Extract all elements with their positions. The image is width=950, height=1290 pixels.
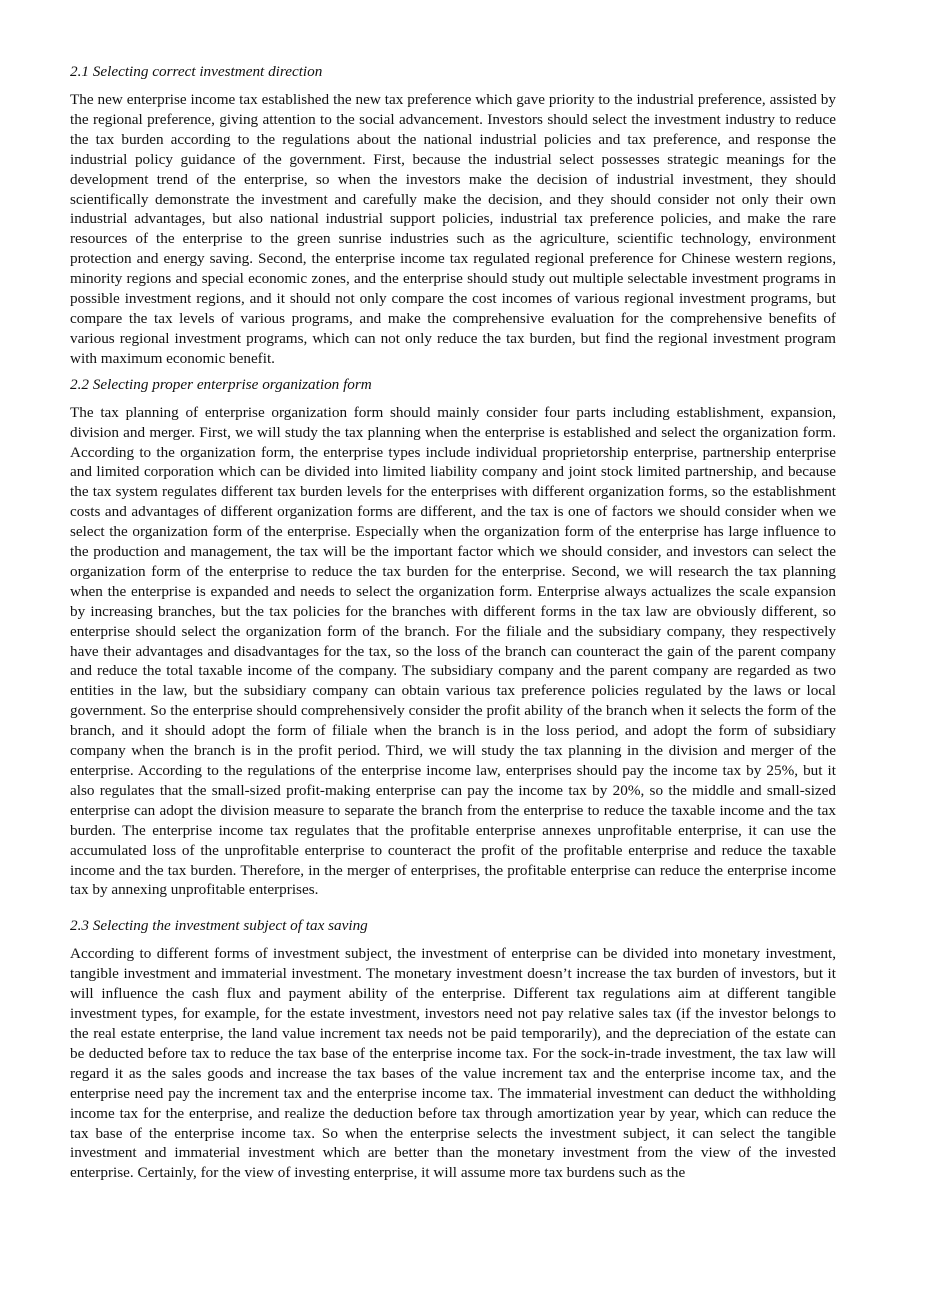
section-heading-2-2: 2.2 Selecting proper enterprise organization form — [70, 375, 372, 393]
section-body-2-1: The new enterprise income tax established the new tax preference which gave priority to the industrial preference, assisted by the regional preference, giving attention to the social advancement. Investors should select the investment industry to reduce the tax burden according to the regulations about the national industrial policies and tax preference, and response the industrial policy guidance of the government. First, because the industrial select possesses strategic meanings for the development trend of the enterprise, so when the investors make the decision of industrial investment, they should scientifically demonstrate the investment and carefully make the decision, and they should consider not only their own industrial advantages, but also national industrial support policies, industrial tax preference policies, and make the rare resources of the enterprise to the green sunrise industries such as the agriculture, scientific technology, environment protection and energy saving. Second, the enterprise income tax regulated regional preference for Chinese western regions, minority regions and special economic zones, and the enterprise should study out multiple selectable investment programs in possible investment regions, and it should not only compare the cost incomes of various regional investment programs, but compare the tax levels of various programs, and make the comprehensive evaluation for the comprehensive benefits of various regional investment programs, which can not only reduce the tax burden, but find the regional investment program with maximum economic benefit. — [70, 91, 836, 367]
document-page — [70, 62, 836, 1189]
section-body-2-2: The tax planning of enterprise organization form should mainly consider four parts including establishment, expansion, division and merger. First, we will study the tax planning when the enterprise is established and select the organization form. According to the organization form, the enterprise types include individual proprietorship enterprise, partnership enterprise and limited corporation which can be divided into limited liability company and joint stock limited partnership, and because the tax system regulates different tax burden levels for the enterprises with different organization forms, so the establishment costs and advantages of different organization forms are different, and the tax is one of factors we should consider when we select the organization form of the enterprise. Especially when the organization form of the enterprise has large influence to the production and management, the tax will be the important factor which we should consider, and investors can select the organization form of the enterprise to reduce the tax burden for the enterprise. Second, we will research the tax planning when the enterprise is expanded and needs to select the organization form. Enterprise always actualizes the scale expansion by increasing branches, but the tax policies for the branches with different forms in the tax law are obviously different, so enterprise should select the organization form of the branch. For the filiale and the subsidiary company, they respectively have their advantages and disadvantages for the tax, so the loss of the branch can counteract the gain of the parent company and reduce the total taxable income of the company. The subsidiary company and the parent company are regarded as two entities in the law, but the subsidiary company can obtain various tax preference policies regulated by the laws or local government. So the enterprise should comprehensively consider the profit ability of the branch when it selects the form of the branch, and it should adopt the form of filiale when the branch is in the loss period, and adopt the form of subsidiary company when the branch is in the profit period. Third, we will study the tax planning in the division and merger of the enterprise. According to the regulations of the enterprise income law, enterprises should pay the income tax by 25%, but it also regulates that the small-sized profit-making enterprise can pay the income tax by 20%, so the middle and small-sized enterprise can adopt the division measure to separate the branch from the enterprise to reduce the taxable income and the tax burden. The enterprise income tax regulates that the profitable enterprise annexes unprofitable enterprise, it can use the accumulated loss of the unprofitable enterprise to counteract the profit of the profitable enterprise and reduce the taxable income and the tax burden. Therefore, in the merger of enterprises, the profitable enterprise can reduce the enterprise income tax by annexing unprofitable enterprises. — [70, 403, 836, 899]
section-heading-2-1: 2.1 Selecting correct investment direction — [70, 63, 323, 80]
section-body-2-3: According to different forms of investment subject, the investment of enterprise can be divided into monetary investment, tangible investment and immaterial investment. The monetary investment doesn’t increase the tax burden of investors, but it will influence the cash flux and payment ability of the enterprise. Different tax regulations aim at different tangible investment types, for example, for the estate investment, investors need not pay relative sales tax (if the investor belongs to the real estate enterprise, the land value increment tax needs not be paid temporarily), and the depreciation of the estate can be deducted before tax to reduce the tax base of the enterprise income tax. For the sock-in-trade investment, the tax law will regard it as the sales goods and increase the tax bases of the value increment tax and the enterprise income tax, and the enterprise need pay the increment tax and the enterprise income tax. The immaterial investment can deduct the withholding income tax for the enterprise, and realize the deduction before tax through amortization year by year, which can reduce the tax base of the enterprise income tax. So when the enterprise selects the investment subject, it can select the tangible investment and immaterial investment which are better than the monetary investment from the view of the invested enterprise. Certainly, for the view of investing enterprise, it will assume more tax burdens such as the — [70, 945, 836, 1182]
section-heading-2-3: 2.3 Selecting the investment subject of tax saving — [70, 917, 368, 935]
